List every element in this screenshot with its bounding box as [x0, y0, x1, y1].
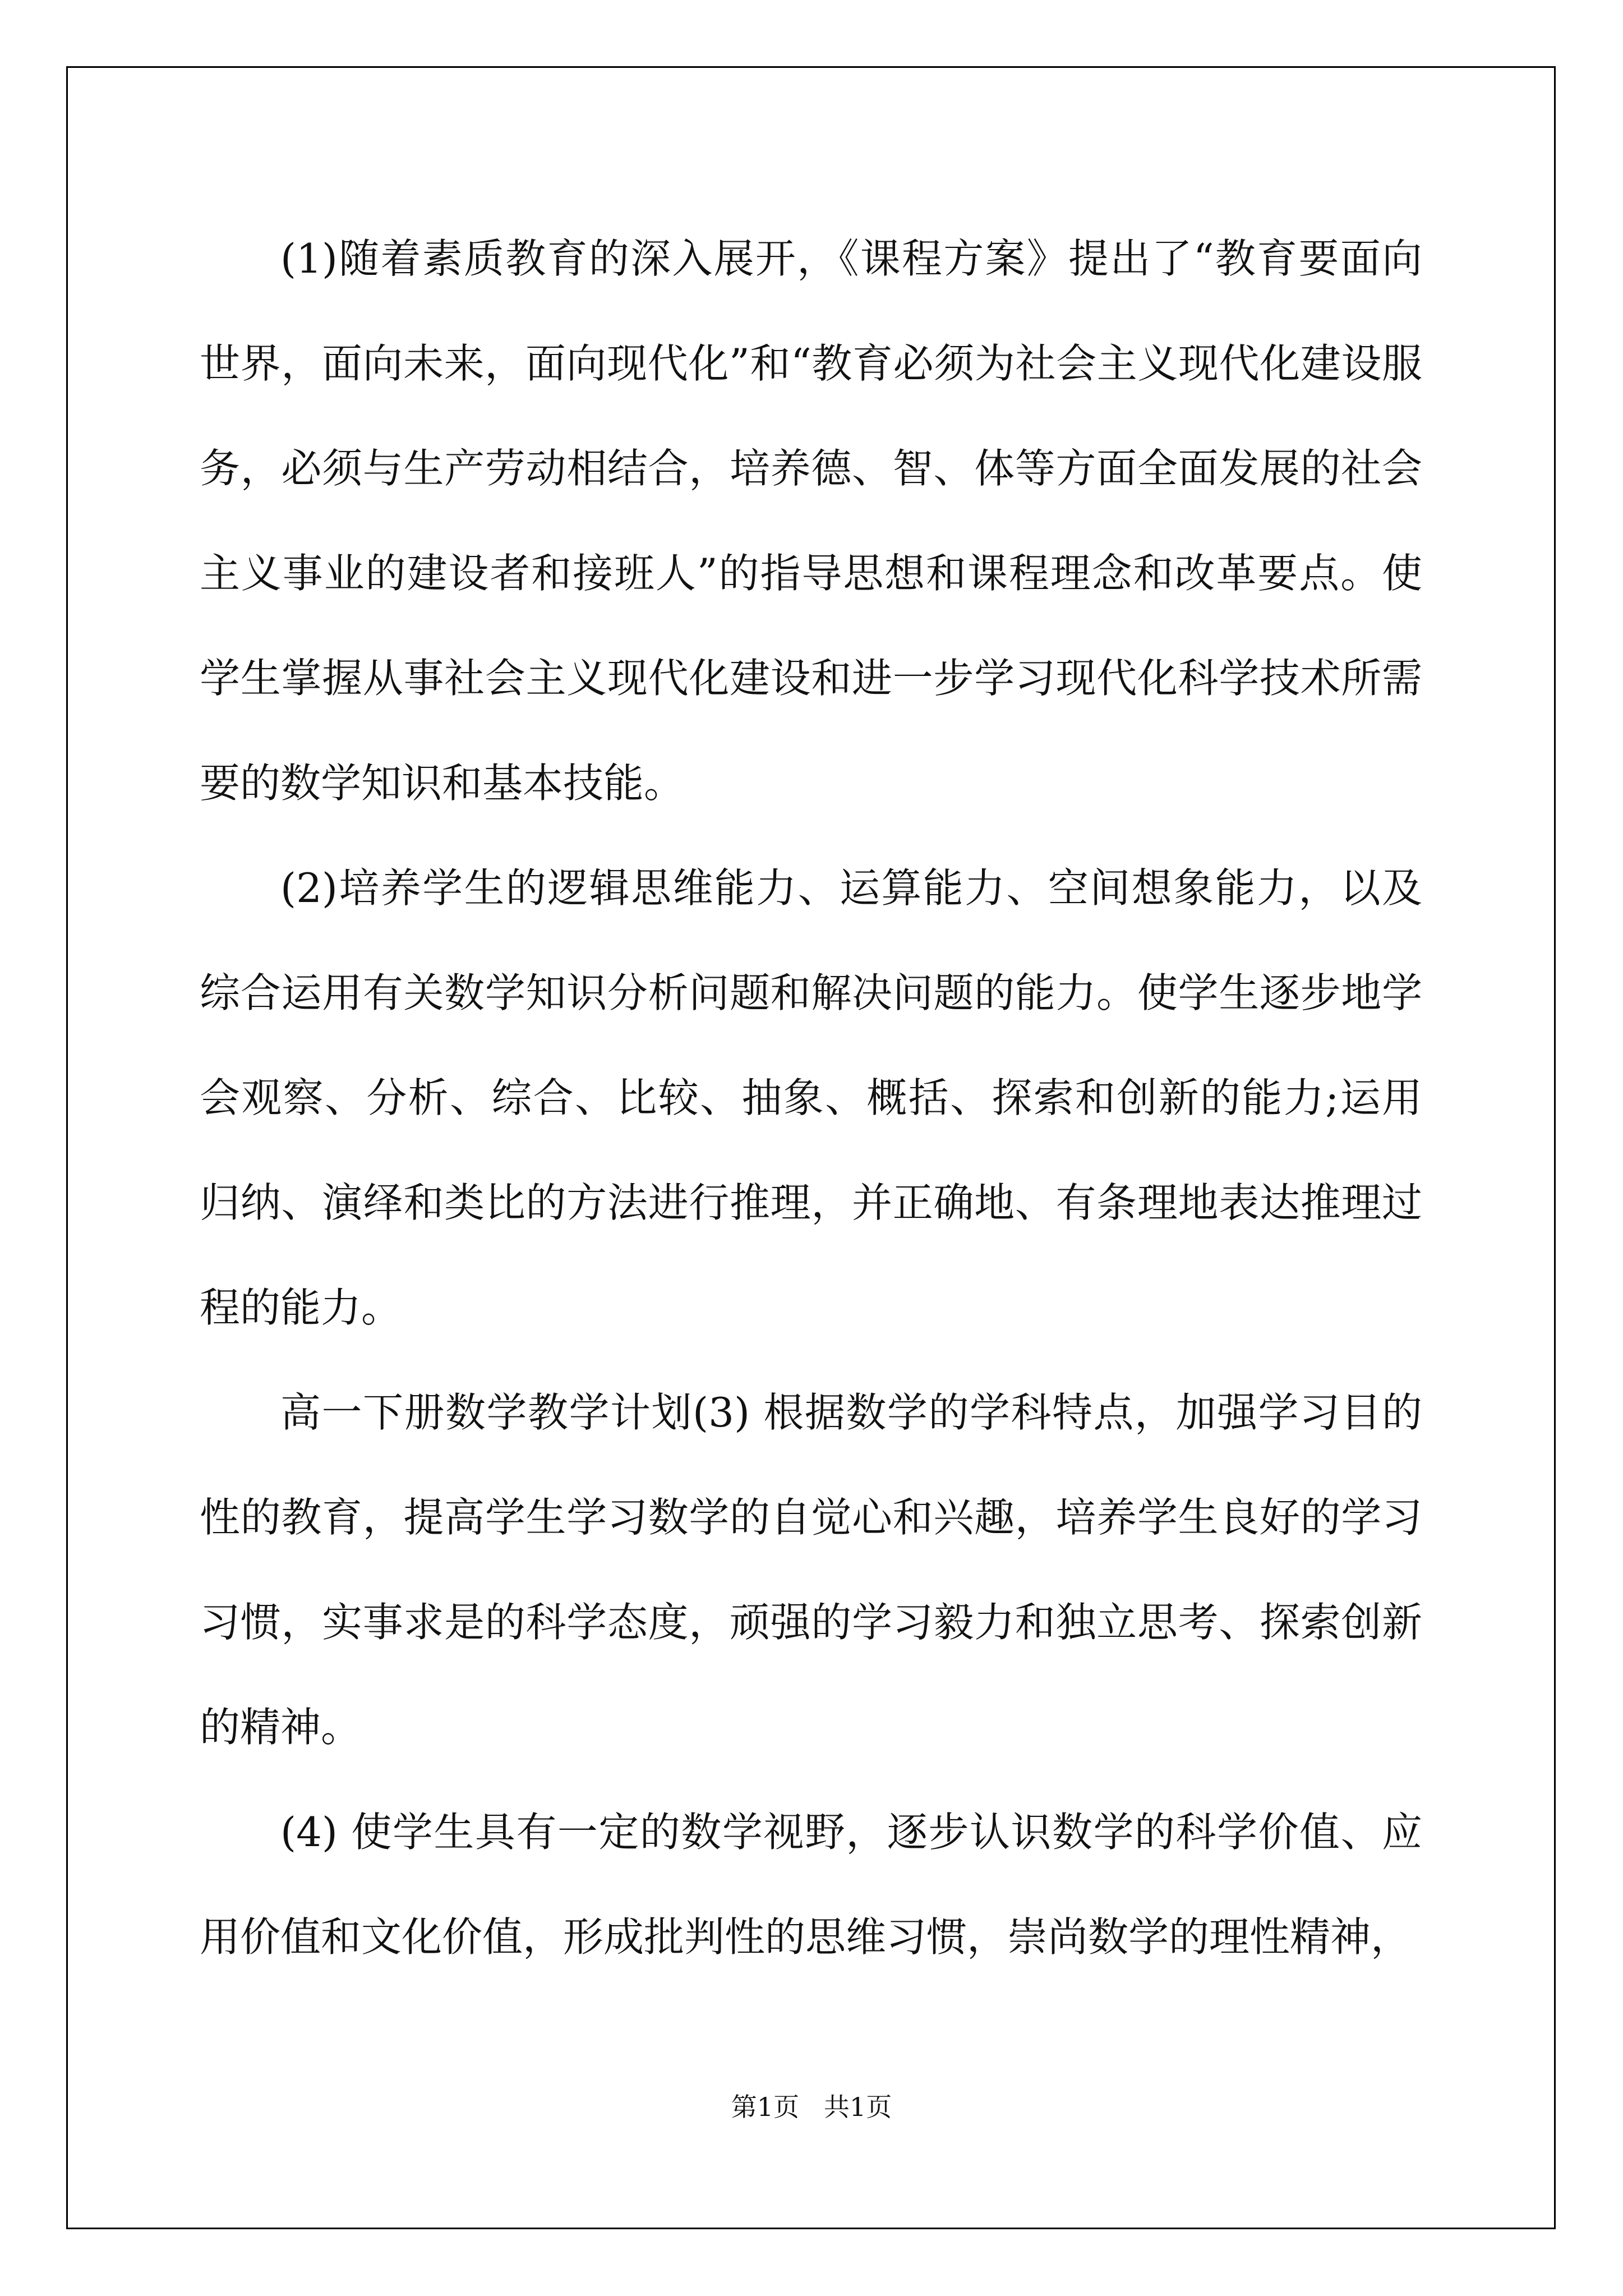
paragraph-2: (2)培养学生的逻辑思维能力、运算能力、空间想象能力，以及综合运用有关数学知识分析问题和解决问题的能力。使学生逐步地学会观察、分析、综合、比较、抽象、概括、探索和创新的能力;运用归纳、演绎和类比的方法进行推理，并正确地、有条理地表达推理过程的能力。: [200, 864, 1422, 1331]
document-body: [200, 206, 1422, 1990]
paragraph-4: (4) 使学生具有一定的数学视野，逐步认识数学的科学价值、应用价值和文化价值，形成批判性的思维习惯，崇尚数学的理性精神，: [200, 1809, 1422, 1961]
paragraph-3: 高一下册数学教学计划(3) 根据数学的学科特点，加强学习目的性的教育，提高学生学习数学的自觉心和兴趣，培养学生良好的学习习惯，实事求是的科学态度，顽强的学习毅力和独立思考、探索创新的精神。: [200, 1389, 1422, 1751]
paragraph-1: (1)随着素质教育的深入展开，《课程方案》提出了“教育要面向世界，面向未来，面向现代化”和“教育必须为社会主义现代化建设服务，必须与生产劳动相结合，培养德、智、体等方面全面发展的社会主义事业的建设者和接班人”的指导思想和课程理念和改革要点。使学生掌握从事社会主义现代化建设和进一步学习现代化科学技术所需要的数学知识和基本技能。: [200, 235, 1422, 807]
page-footer: 第1页 共1页: [731, 2092, 892, 2122]
